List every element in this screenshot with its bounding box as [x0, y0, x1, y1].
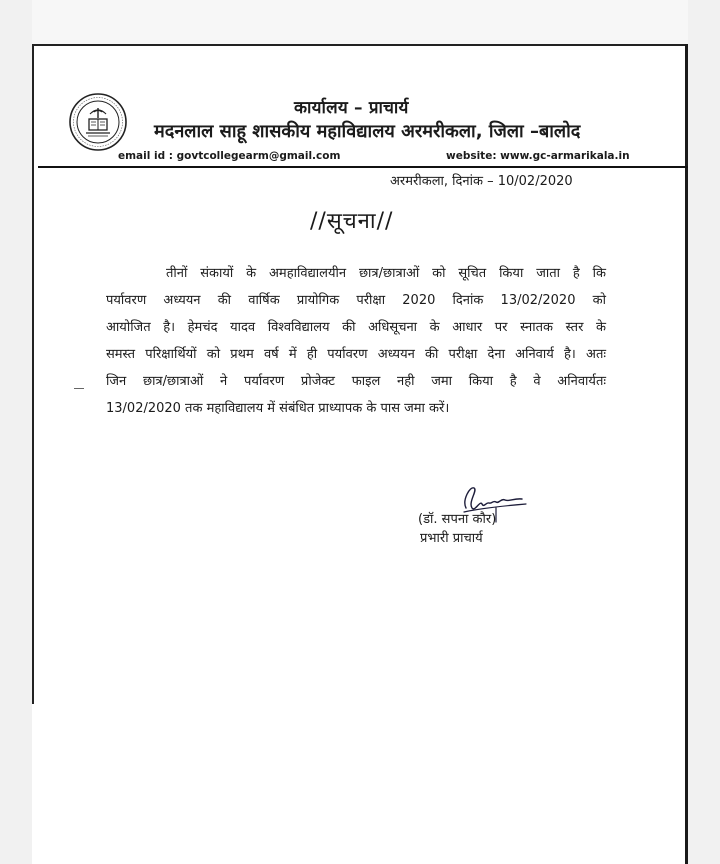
paper-left-edge: [32, 44, 34, 704]
notice-body-line: पर्यावरण अध्ययन की वार्षिक प्रायोगिक परीक्षा 2020 दिनांक 13/02/2020 को: [106, 293, 606, 308]
website-line: website: www.gc-armarikala.in: [446, 150, 630, 162]
notice-body-line: समस्त परिक्षार्थियों को प्रथम वर्ष में ही पर्यावरण अध्ययन की परीक्षा देना अनिवार्य है। अतः: [106, 347, 606, 362]
scan-top-band: [32, 0, 688, 44]
letterhead-divider: [38, 166, 688, 168]
place-date-line: अरमरीकला, दिनांक – 10/02/2020: [390, 174, 573, 189]
notice-body-line: 13/02/2020 तक महाविद्यालय में संबंधित प्राध्यापक के पास जमा करें।: [106, 401, 450, 416]
notice-body-line: तीनों संकायों के अमहाविद्यालयीन छात्र/छात्राओं को सूचित किया जाता है कि: [166, 266, 606, 281]
notice-title: //सूचना//: [310, 209, 394, 234]
notice-body-line: आयोजित है। हेमचंद यादव विश्वविद्यालय की अधिसूचना के आधार पर स्नातक स्तर के: [106, 320, 606, 335]
college-name-heading: मदनलाल साहू शासकीय महाविद्यालय अरमरीकला, जिला –बालोद: [154, 121, 581, 142]
notice-body-line: जिन छात्र/छात्राओं ने पर्यावरण प्रोजेक्ट फाइल नही जमा किया है वे अनिवार्यतः: [106, 374, 606, 389]
letter-page: [32, 0, 688, 864]
signatory-designation: प्रभारी प्राचार्य: [420, 531, 483, 546]
college-seal-icon: [68, 92, 128, 152]
office-heading: कार्यालय – प्राचार्य: [294, 98, 409, 118]
margin-mark: [74, 388, 84, 389]
paper-top-edge: [32, 44, 688, 46]
signatory-name: (डॉ. सपना कौर): [418, 512, 497, 527]
email-line: email id : govtcollegearm@gmail.com: [118, 150, 341, 162]
